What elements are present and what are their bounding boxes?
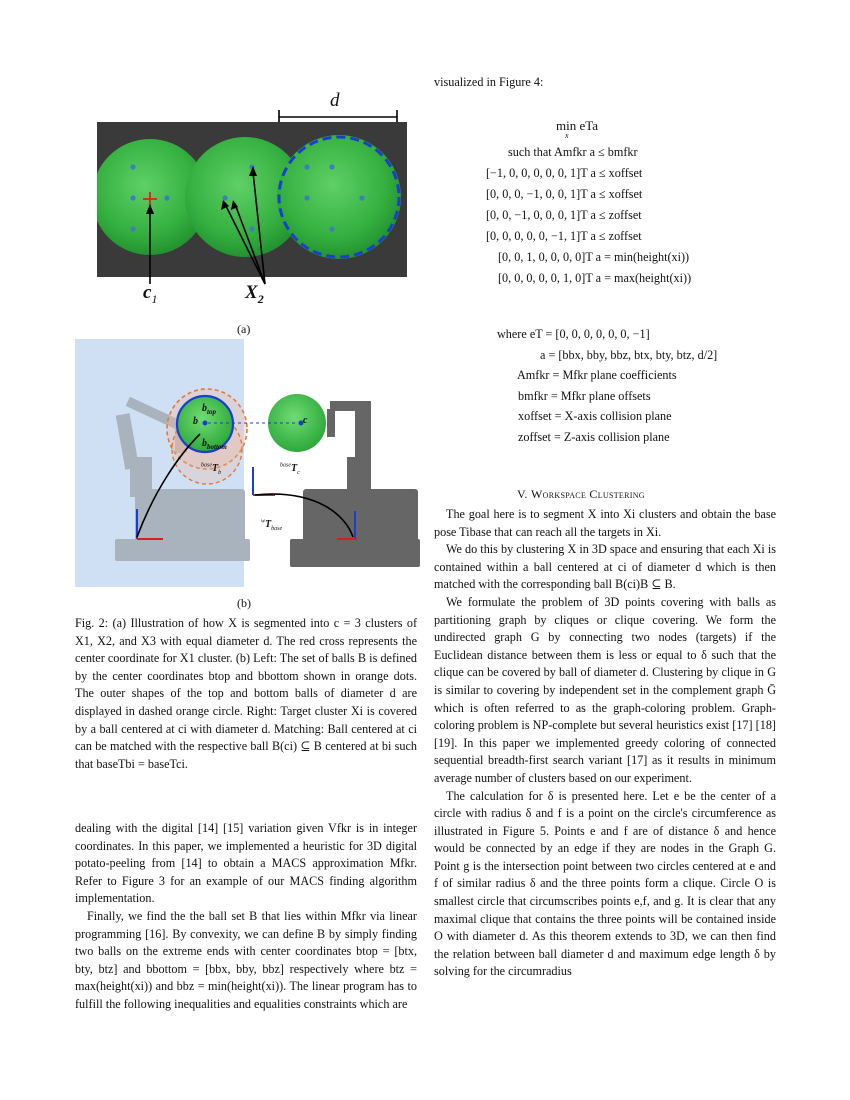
where-block [497,324,777,447]
lp-line: [0, 0, 0, 0, 0, 1, 0]T a = max(height(xi)) [498,271,692,285]
where-line: a = [bbx, bby, bbz, btx, bty, btz, d/2] [540,347,718,362]
lp-objective: min eTa [556,118,599,133]
base-tc-label: $^{base}T_c$ [280,462,300,476]
lp-line: [0, 0, −1, 0, 0, 0, 1]T a ≤ zoffset [486,208,642,222]
figure-a-caption: (a) [237,322,251,336]
lp-line: [0, 0, 0, −1, 0, 0, 1]T a ≤ xoffset [486,187,643,201]
figure-a-graphic [75,92,420,312]
right-intro: visualized in Figure 4: [434,75,544,89]
b-label: b [193,416,198,427]
figure-b-graphic [75,339,420,589]
where-line: where eT = [0, 0, 0, 0, 0, 0, −1] [497,327,650,341]
w-tbase-label: $^wT_{base}$ [261,518,283,532]
c1-label: $c_1$ [143,282,158,306]
b-bottom-label: $b_{bottom}$ [202,438,227,451]
paragraph-clustering: We do this by clustering X in 3D space and ensuring that each Xi is contained within a ball centered at ci of diameter d which is then matched with the corresponding ball B(ci)B ⊆ B. [434,542,776,592]
paragraph-clique: We formulate the problem of 3D points covering with balls as partitioning graph by cliques or clique covering. We form the undirected graph G by connecting two nodes (targets) if the Euclidean distance between them is less or equal to δ such that the clique can be covered by ball of diameter d. Clustering by clique in G is similar to covering by independent set in the complement graph Ḡ which is often referred to as the graph-coloring problem. Graph-coloring problem is NP-complete but several heuristics exist [17] [18] [19]. In this paper we implemented greedy coloring of connected sequential breadth-first search variant [17] as it results in minimum average number of clusters based on our experiment. [434,594,776,785]
where-line: Amfkr = Mfkr plane coefficients [517,368,677,382]
section-heading: V. Workspace Clustering [517,487,645,501]
figure-caption: Fig. 2: (a) Illustration of how X is segmented into c = 3 clusters of X1, X2, and X3 with equal diameter d. The red cross represents the center coordinate for X1 cluster. (b) Left: The set of balls B is defined by the center coordinates btop and bbottom shown in orange dots. The outer shapes of the top and bottom balls of diameter d are displayed in dashed orange circle. Right: Target cluster Xi is covered by a ball centered at ci with diameter d. Matching: Ball centered at ci can be matched with the respective ball B(ci) ⊆ B centered at bi such that baseTbi = baseTci. [75,616,417,771]
figure-a [75,92,420,312]
right-column-body [434,506,776,981]
lp-line: [0, 0, 0, 0, 0, −1, 1]T a ≤ zoffset [486,229,642,243]
base-tb-label: $^{base}T_b$ [201,462,222,476]
paragraph-ball-set: Finally, we find the the ball set B that lies within Mfkr via linear programming [16]. By convexity, we can define B by simply finding two balls on the extreme ends with center coordinates btop = [btx, bty, btz] and bbottom = [bbx, bby, bbz] respectively where btz = max(height(xi)) and bbz = min(height(xi)). The linear program has to fulfill the following inequalities and equalities constraints which are [75,908,417,1011]
lp-line: [0, 0, 1, 0, 0, 0, 0]T a = min(height(xi)) [498,250,690,264]
paragraph-delta: The calculation for δ is presented here. Let e be the center of a circle with radius δ and f is a point on the circle's circumference as illustrated in Figure 5. Points e and f are of distance δ and hence would be connected by an edge if they are nodes in the Graph G. Point g is the intersection point between two circles centered at e and f of similar radius δ and the three points form a clique. Circle O is smallest circle that circumscribes points e,f, and g. It is clear that any maximal clique that contains the three points will be contained inside O with diameter d. As this theorem extends to 3D, we can then find the relation between ball diameter d and maximum edge length δ by solving for the circumradius [434,788,776,979]
c-label: c [303,415,308,426]
where-line: xoffset = X-axis collision plane [518,409,672,423]
where-line: bmfkr = Mfkr plane offsets [518,388,651,403]
figure-b [75,339,420,589]
paragraph-goal: The goal here is to segment X into Xi clusters and obtain the base pose Tibase that can reach all the targets in Xi. [434,507,776,539]
lp-line: [−1, 0, 0, 0, 0, 0, 1]T a ≤ xoffset [486,166,643,180]
lp-constraints [486,142,776,289]
lp-objective-var: x [565,131,569,140]
figure-b-caption: (b) [237,596,251,610]
d-label: d [330,90,340,111]
lp-line: such that Amfkr a ≤ bmfkr [508,145,638,159]
b-top-label: $b_{top}$ [202,403,216,416]
paragraph-digital: dealing with the digital [14] [15] variation given Vfkr is in integer coordinates. In this paper, we implemented a heuristic for 3D digital potato-peeling from [14] to obtain a MACS approximation Mfkr. Refer to Figure 3 for an example of our MACS finding algorithm implementation. [75,821,417,906]
where-line: zoffset = Z-axis collision plane [518,429,670,444]
left-column-body [75,820,417,1014]
x2-label: $X_2$ [245,282,264,306]
